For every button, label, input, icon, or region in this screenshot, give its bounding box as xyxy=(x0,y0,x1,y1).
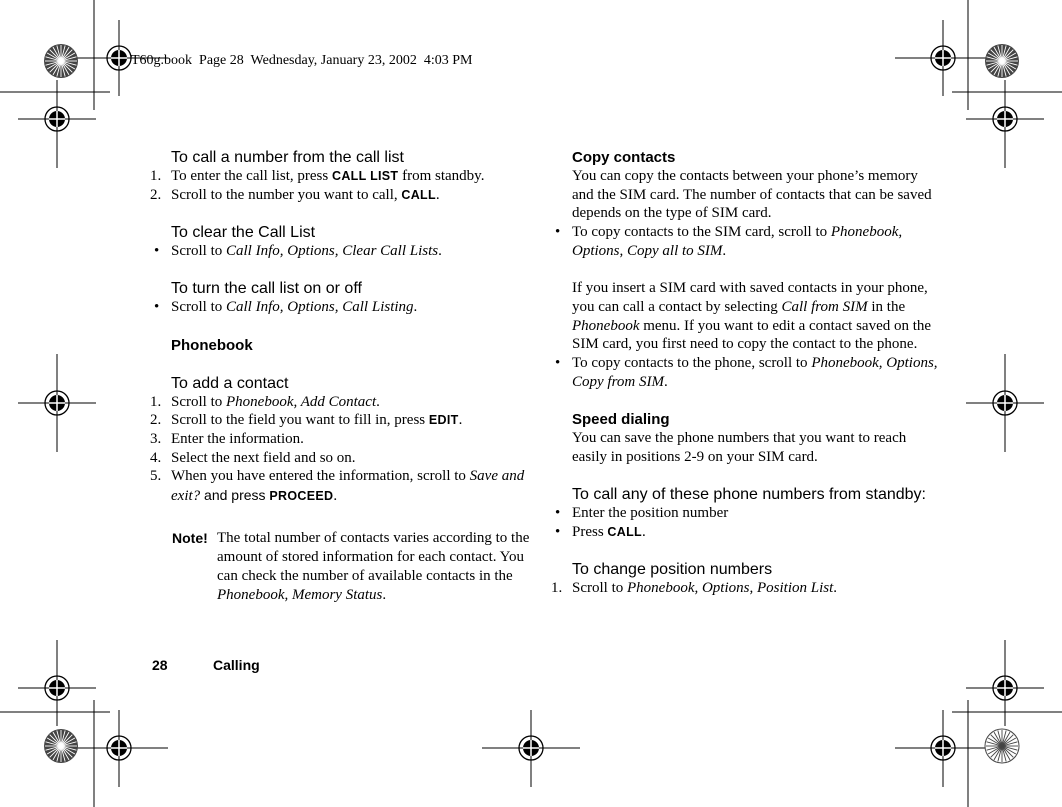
section-name: Calling xyxy=(213,657,260,673)
list-item: • Press CALL. xyxy=(555,523,646,540)
heading-change-positions: To change position numbers xyxy=(572,561,773,579)
list-item: 5. When you have entered the information, scroll to Save and exit? and press PROCEED. xyxy=(150,468,525,505)
key-label: CALL LIST xyxy=(332,169,399,183)
key-label: CALL xyxy=(607,524,642,539)
paragraph: You can save the phone numbers that you want to reach easily in positions 2-9 on your SIM card. xyxy=(572,430,907,465)
list-item: 2. Scroll to the number you want to call, CALL. xyxy=(150,186,440,203)
list-item: 1. Scroll to Phonebook, Add Contact. xyxy=(150,393,380,410)
list-item: 1. Scroll to Phonebook, Options, Position List. xyxy=(551,580,837,597)
left-column xyxy=(150,148,542,604)
section-title-phonebook: Phonebook xyxy=(171,336,253,354)
note-text: The total number of contacts varies according to the amount of stored information for each contact. You can check the number of available contacts in the Phonebook, Memory Status. xyxy=(217,530,530,603)
note-label: Note! xyxy=(172,530,208,547)
heading-call-speed-numbers: To call any of these phone numbers from standby: xyxy=(572,486,926,504)
right-column xyxy=(551,148,943,598)
list-item: 3. Enter the information. xyxy=(150,430,304,447)
list-item: • Scroll to Call Info, Options, Call Listing. xyxy=(154,299,418,316)
heading-copy-contacts: Copy contacts xyxy=(572,149,676,166)
list-item: • To copy contacts to the phone, scroll to Phonebook, Options, Copy from SIM. xyxy=(555,355,938,390)
heading-call-from-list: To call a number from the call list xyxy=(171,149,404,166)
list-item: • To copy contacts to the SIM card, scroll to Phonebook, Options, Copy all to SIM. xyxy=(555,224,903,259)
paragraph: If you insert a SIM card with saved contacts in your phone, you can call a contact by selecting Call from SIM in the Phonebook menu. If you want to edit a contact saved on the SIM card, you first need to copy the contact to the phone. xyxy=(572,280,932,353)
key-label: EDIT xyxy=(428,413,459,428)
list-item: • Scroll to Call Info, Options, Clear Call Lists. xyxy=(154,243,442,260)
key-label: CALL xyxy=(401,187,436,202)
heading-speed-dialing: Speed dialing xyxy=(572,411,670,429)
list-item: 4. Select the next field and so on. xyxy=(150,449,356,466)
list-item: 1. To enter the call list, press CALL LIST from standby. xyxy=(150,168,485,184)
page-number: 28 xyxy=(152,657,168,673)
heading-clear-call-list: To clear the Call List xyxy=(171,224,316,242)
heading-toggle-call-list: To turn the call list on or off xyxy=(171,280,362,298)
print-header: T60g.book Page 28 Wednesday, January 23, 2002 4:03 PM xyxy=(131,53,473,68)
key-label: PROCEED xyxy=(269,489,334,504)
paragraph: You can copy the contacts between your phone’s memory and the SIM card. The number of contacts that can be saved depends on the type of SIM card. xyxy=(572,168,932,222)
list-item: 2. Scroll to the field you want to fill in, press EDIT. xyxy=(150,412,463,429)
list-item: • Enter the position number xyxy=(555,505,729,522)
heading-add-contact: To add a contact xyxy=(171,374,289,392)
note-box xyxy=(171,529,542,604)
